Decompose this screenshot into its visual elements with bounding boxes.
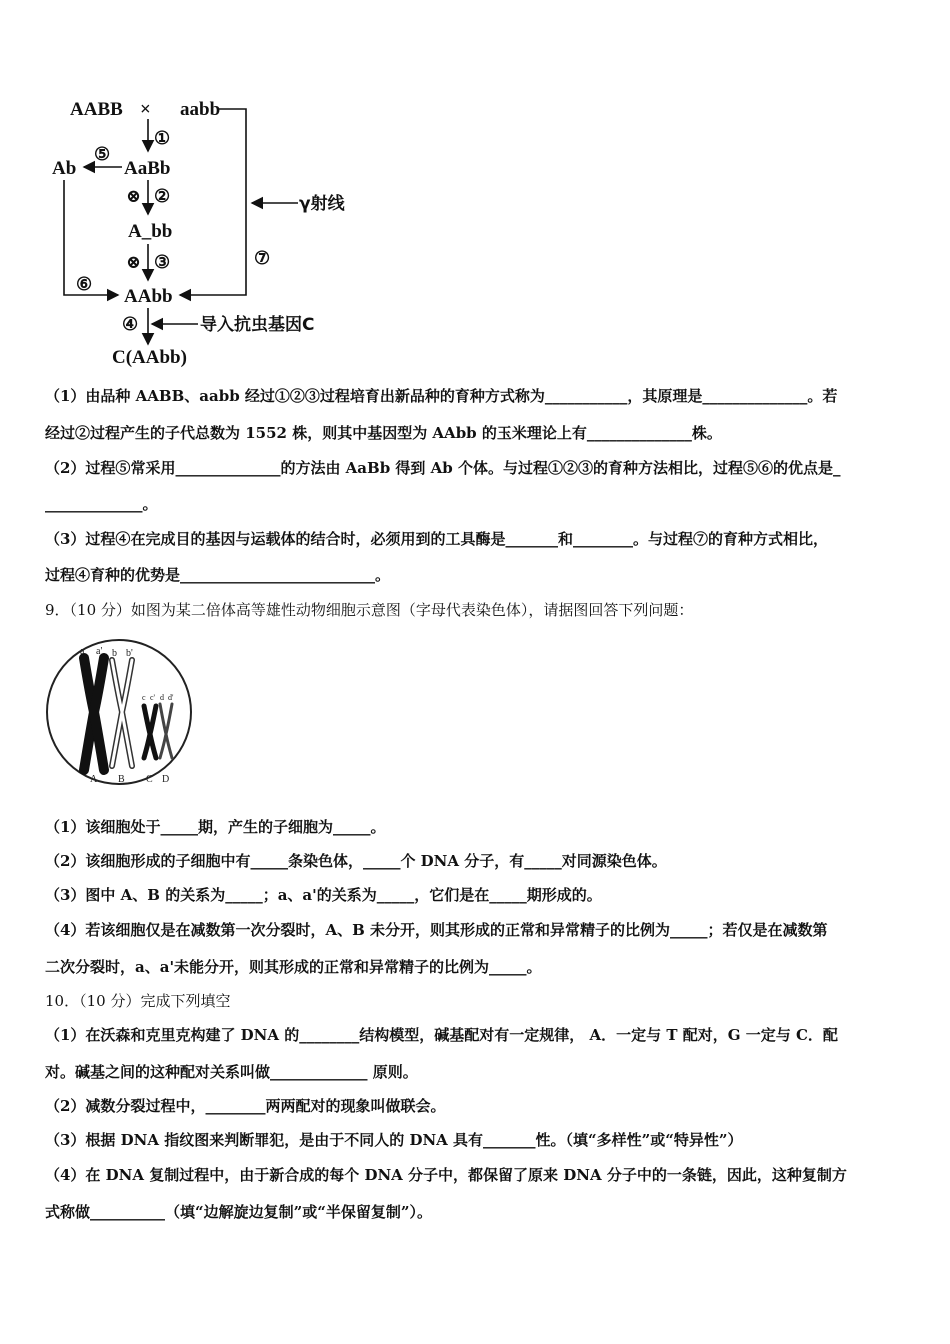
q10-line-6: 式称做__________（填“边解旋边复制”或“半保留复制”）。 xyxy=(45,1203,433,1221)
f2-label: A_bb xyxy=(128,221,173,242)
selfing-1: ⊗ xyxy=(126,186,142,206)
q8-line-2: 经过②过程产生的子代总数为 1552 株，则其中基因型为 AAbb 的玉米理论上有______________株。 xyxy=(45,424,722,442)
cross-sign: × xyxy=(140,99,151,120)
insect-gene-label: 导入抗虫基因C xyxy=(200,315,315,335)
q8-line-5: （3）过程④在完成目的基因与运载体的结合时，必须用到的工具酶是_______和________。与过程⑦的育种方式相比， xyxy=(45,530,828,548)
q8-line-1: （1）由品种 AABB、aabb 经过①②③过程培育出新品种的育种方式称为___________，其原理是______________。若 xyxy=(45,387,838,405)
q9-line-1: （1）该细胞处于_____期，产生的子细胞为_____。 xyxy=(45,818,386,836)
step-7: ⑦ xyxy=(254,248,271,268)
q9-heading: 9．（10 分）如图为某二倍体高等雄性动物细胞示意图（字母代表染色体），请据图回答下列问题： xyxy=(45,601,694,619)
step-1: ① xyxy=(154,128,171,148)
gmo-label: C(AAbb) xyxy=(112,347,187,368)
step-4: ④ xyxy=(122,314,139,334)
parent1-label: AABB xyxy=(70,99,123,120)
q10-line-2: 对。碱基之间的这种配对关系叫做_____________ 原则。 xyxy=(45,1063,418,1081)
parent2-label: aabb xyxy=(180,99,221,120)
label-c: c xyxy=(142,693,146,702)
q8-line-4: _____________。 xyxy=(45,495,158,513)
f1-label: AaBb xyxy=(124,158,171,179)
step-6: ⑥ xyxy=(76,274,93,294)
step-2: ② xyxy=(154,186,171,206)
q10-line-3: （2）减数分裂过程中，________两两配对的现象叫做联会。 xyxy=(45,1097,446,1115)
selfing-2: ⊗ xyxy=(126,252,142,272)
q9-line-5: 二次分裂时，a、a'未能分开，则其形成的正常和异常精子的比例为_____。 xyxy=(45,958,542,976)
breeding-diagram xyxy=(40,88,360,378)
q9-line-4: （4）若该细胞仅是在减数第一次分裂时，A、B 未分开，则其形成的正常和异常精子的比例为_____；若仅是在减数第 xyxy=(45,921,828,939)
q10-heading: 10．（10 分）完成下列填空 xyxy=(45,992,231,1010)
step-5: ⑤ xyxy=(94,144,111,164)
label-B: B xyxy=(118,774,125,785)
target-label: AAbb xyxy=(124,286,173,307)
label-b-prime: b' xyxy=(126,648,133,659)
label-A: A xyxy=(90,774,98,785)
q10-line-4: （3）根据 DNA 指纹图来判断罪犯，是由于不同人的 DNA 具有_______性。（填“多样性”或“特异性”） xyxy=(45,1131,743,1149)
gamma-ray-label: γ射线 xyxy=(299,194,345,214)
label-d-prime: d' xyxy=(168,693,174,702)
haploid-label: Ab xyxy=(52,158,77,179)
q8-line-3: （2）过程⑤常采用______________的方法由 AaBb 得到 Ab 个体。与过程①②③的育种方法相比，过程⑤⑥的优点是_ xyxy=(45,459,841,477)
label-b: b xyxy=(112,648,117,659)
cell-figure xyxy=(44,634,194,786)
q10-line-5: （4）在 DNA 复制过程中，由于新合成的每个 DNA 分子中，都保留了原来 DNA 分子中的一条链，因此，这种复制方 xyxy=(45,1166,847,1184)
label-a-prime: a' xyxy=(96,646,103,657)
label-a: a xyxy=(80,646,85,657)
q9-line-2: （2）该细胞形成的子细胞中有_____条染色体，_____个 DNA 分子，有_____对同源染色体。 xyxy=(45,852,667,870)
q9-line-3: （3）图中 A、B 的关系为_____；a、a'的关系为_____，它们是在_____期形成的。 xyxy=(45,886,602,904)
label-c-prime: c' xyxy=(150,693,155,702)
q10-line-1: （1）在沃森和克里克构建了 DNA 的________结构模型，碱基配对有一定规律， A．一定与 T 配对，G 一定与 C．配 xyxy=(45,1026,838,1044)
step-3: ③ xyxy=(154,252,171,272)
label-D: D xyxy=(162,774,170,785)
label-d: d xyxy=(160,693,164,702)
label-C: C xyxy=(146,774,153,785)
q8-line-6: 过程④育种的优势是__________________________。 xyxy=(45,566,391,584)
